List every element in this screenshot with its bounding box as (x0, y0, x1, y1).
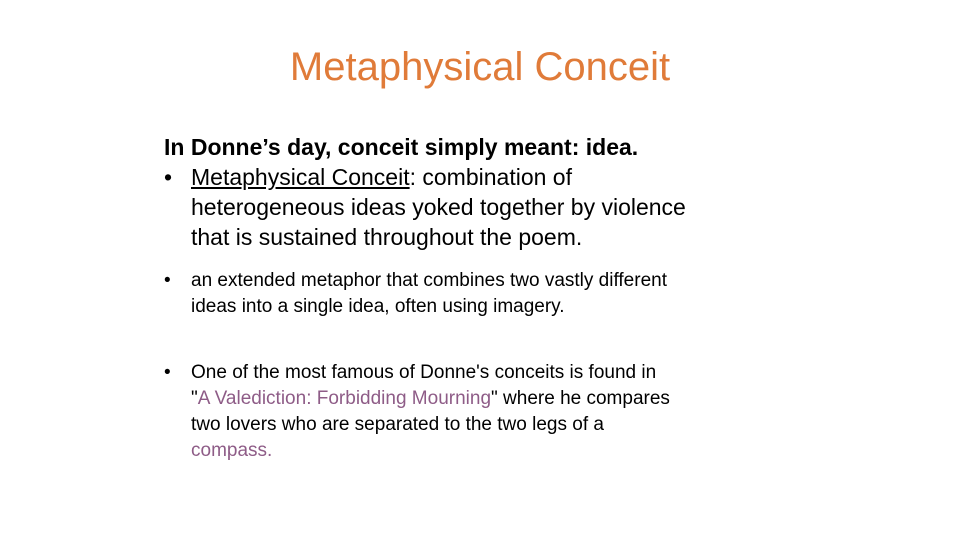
bullet-icon: • (164, 270, 171, 291)
bullet1-line2: heterogeneous ideas yoked together by violence (191, 194, 686, 220)
bullet-item-extended-metaphor (164, 268, 924, 320)
bullet1-line3: that is sustained throughout the poem. (191, 224, 583, 250)
poem-title-link[interactable]: A Valediction: Forbidding Mourning (197, 388, 492, 409)
open-quote: " (191, 388, 198, 409)
bullet3-line2 (191, 386, 924, 412)
bullet1-line1 (191, 162, 924, 192)
bullet3-line2-rest: " where he compares (491, 388, 670, 409)
bullet-icon: • (164, 362, 171, 383)
bullet1-line1-rest: : combination of (409, 164, 572, 190)
bullet-icon: • (164, 164, 173, 190)
compass-link[interactable]: compass. (191, 440, 273, 461)
slide-title: Metaphysical Conceit (289, 45, 671, 89)
bullet3-line1: One of the most famous of Donne's conceits is found in (191, 362, 657, 383)
bullet3-line3: two lovers who are separated to the two legs of a (191, 414, 604, 435)
bullet2-line2: ideas into a single idea, often using imagery. (191, 296, 565, 317)
slide-body (164, 132, 924, 464)
bullet-item-metaphysical-conceit (164, 162, 924, 252)
bullet-item-famous-conceit (164, 360, 924, 464)
lead-statement: In Donne’s day, conceit simply meant: idea. (164, 134, 639, 160)
bullet2-line1: an extended metaphor that combines two vastly different (191, 270, 667, 291)
term-metaphysical-conceit: Metaphysical Conceit (191, 164, 410, 190)
